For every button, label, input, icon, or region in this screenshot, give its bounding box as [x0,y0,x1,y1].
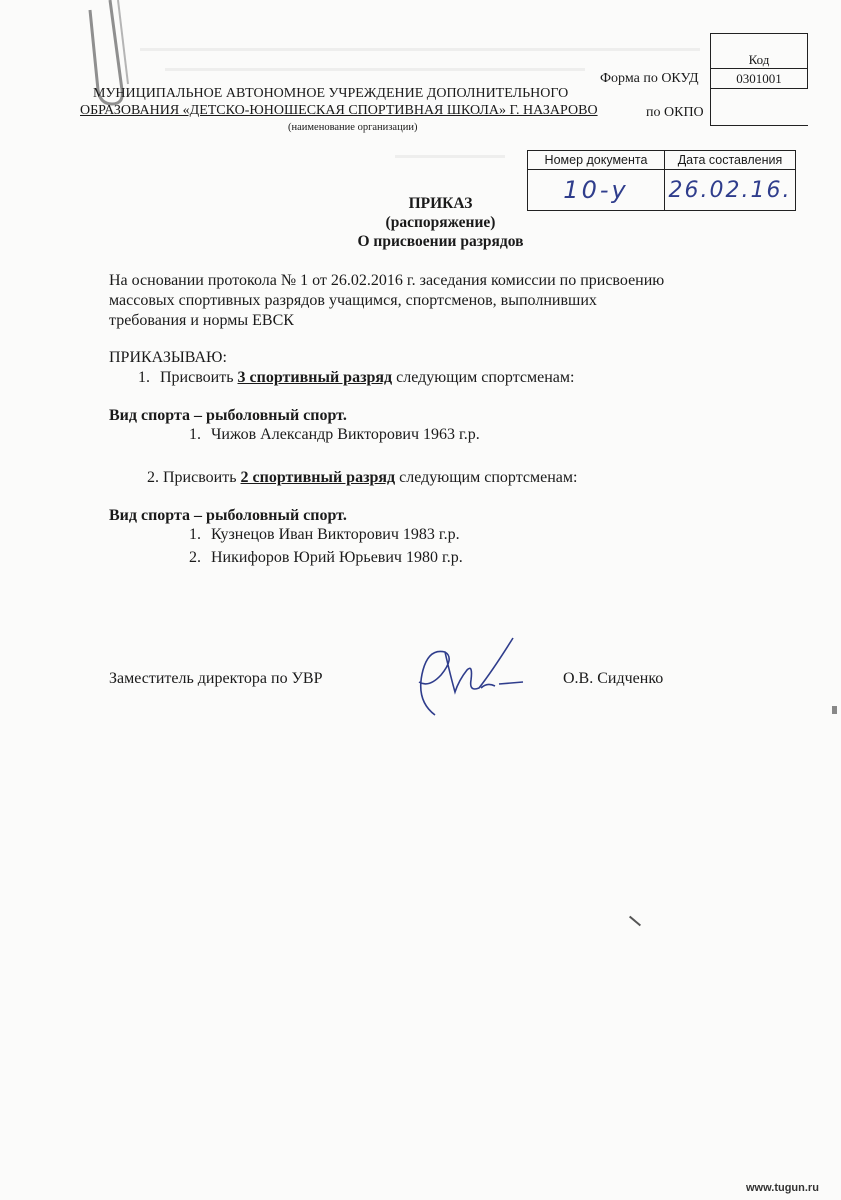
okud-label: Форма по ОКУД [600,71,699,86]
okpo-label: по ОКПО [646,105,704,120]
sport-type-1: Вид спорта – рыболовный спорт. [109,407,347,424]
show-through-line [395,155,505,158]
order-item-1 [138,368,574,387]
athlete-number: 1. [189,526,201,543]
athlete-name: Никифоров Юрий Юрьевич 1980 г.р. [211,549,463,566]
handwritten-signature [395,630,535,725]
doc-number-handwritten: 10-у [563,176,629,204]
doc-date-header: Дата составления [665,151,796,170]
codes-table [710,33,808,126]
order-item-2 [147,468,577,487]
document-topic: О присвоении разрядов [357,233,524,250]
site-watermark: www.tugun.ru [746,1182,819,1194]
sport-type-2: Вид спорта – рыболовный спорт. [109,507,347,524]
order-word: ПРИКАЗЫВАЮ: [109,349,227,366]
scan-mark [832,706,837,714]
item-number: 2. [147,469,159,486]
athlete-row [189,548,463,567]
athlete-row [189,425,480,444]
item-prefix: Присвоить [160,369,238,386]
code-header: Код [711,34,808,69]
basis-line2: массовых спортивных разрядов учащимся, спортсменов, выполнивших [109,292,597,309]
rank-text: 2 спортивный разряд [240,469,396,486]
basis-line3: требования и нормы ЕВСК [109,312,294,329]
show-through-line [140,48,700,51]
signer-name: О.В. Сидченко [563,670,664,687]
signer-position: Заместитель директора по УВР [109,670,323,687]
org-name-caption: (наименование организации) [288,122,418,133]
okpo-code-cell [711,89,808,126]
rank-text: 3 спортивный разряд [237,369,393,386]
item-prefix: Присвоить [163,469,241,486]
athlete-number: 2. [189,549,201,566]
item-number: 1. [138,369,150,386]
show-through-line [165,68,585,71]
okud-code-cell: 0301001 [711,69,808,89]
athlete-row [189,525,460,544]
doc-number-header: Номер документа [528,151,665,170]
athlete-number: 1. [189,426,201,443]
item-suffix: следующим спортсменам: [395,469,578,486]
document-title: ПРИКАЗ [408,195,473,212]
org-name-line1: МУНИЦИПАЛЬНОЕ АВТОНОМНОЕ УЧРЕЖДЕНИЕ ДОПОЛНИТЕЛЬНОГО [93,86,569,101]
org-name-line2: ОБРАЗОВАНИЯ «ДЕТСКО-ЮНОШЕСКАЯ СПОРТИВНАЯ ШКОЛА» Г. НАЗАРОВО [80,103,598,118]
scan-mark [629,916,641,927]
document-subtitle: (распоряжение) [385,214,496,231]
item-suffix: следующим спортсменам: [392,369,575,386]
athlete-name: Чижов Александр Викторович 1963 г.р. [211,426,480,443]
doc-date-handwritten: 26.02.16. [668,177,792,203]
basis-line1: На основании протокола № 1 от 26.02.2016 г. заседания комиссии по присвоению [109,272,665,289]
athlete-name: Кузнецов Иван Викторович 1983 г.р. [211,526,460,543]
